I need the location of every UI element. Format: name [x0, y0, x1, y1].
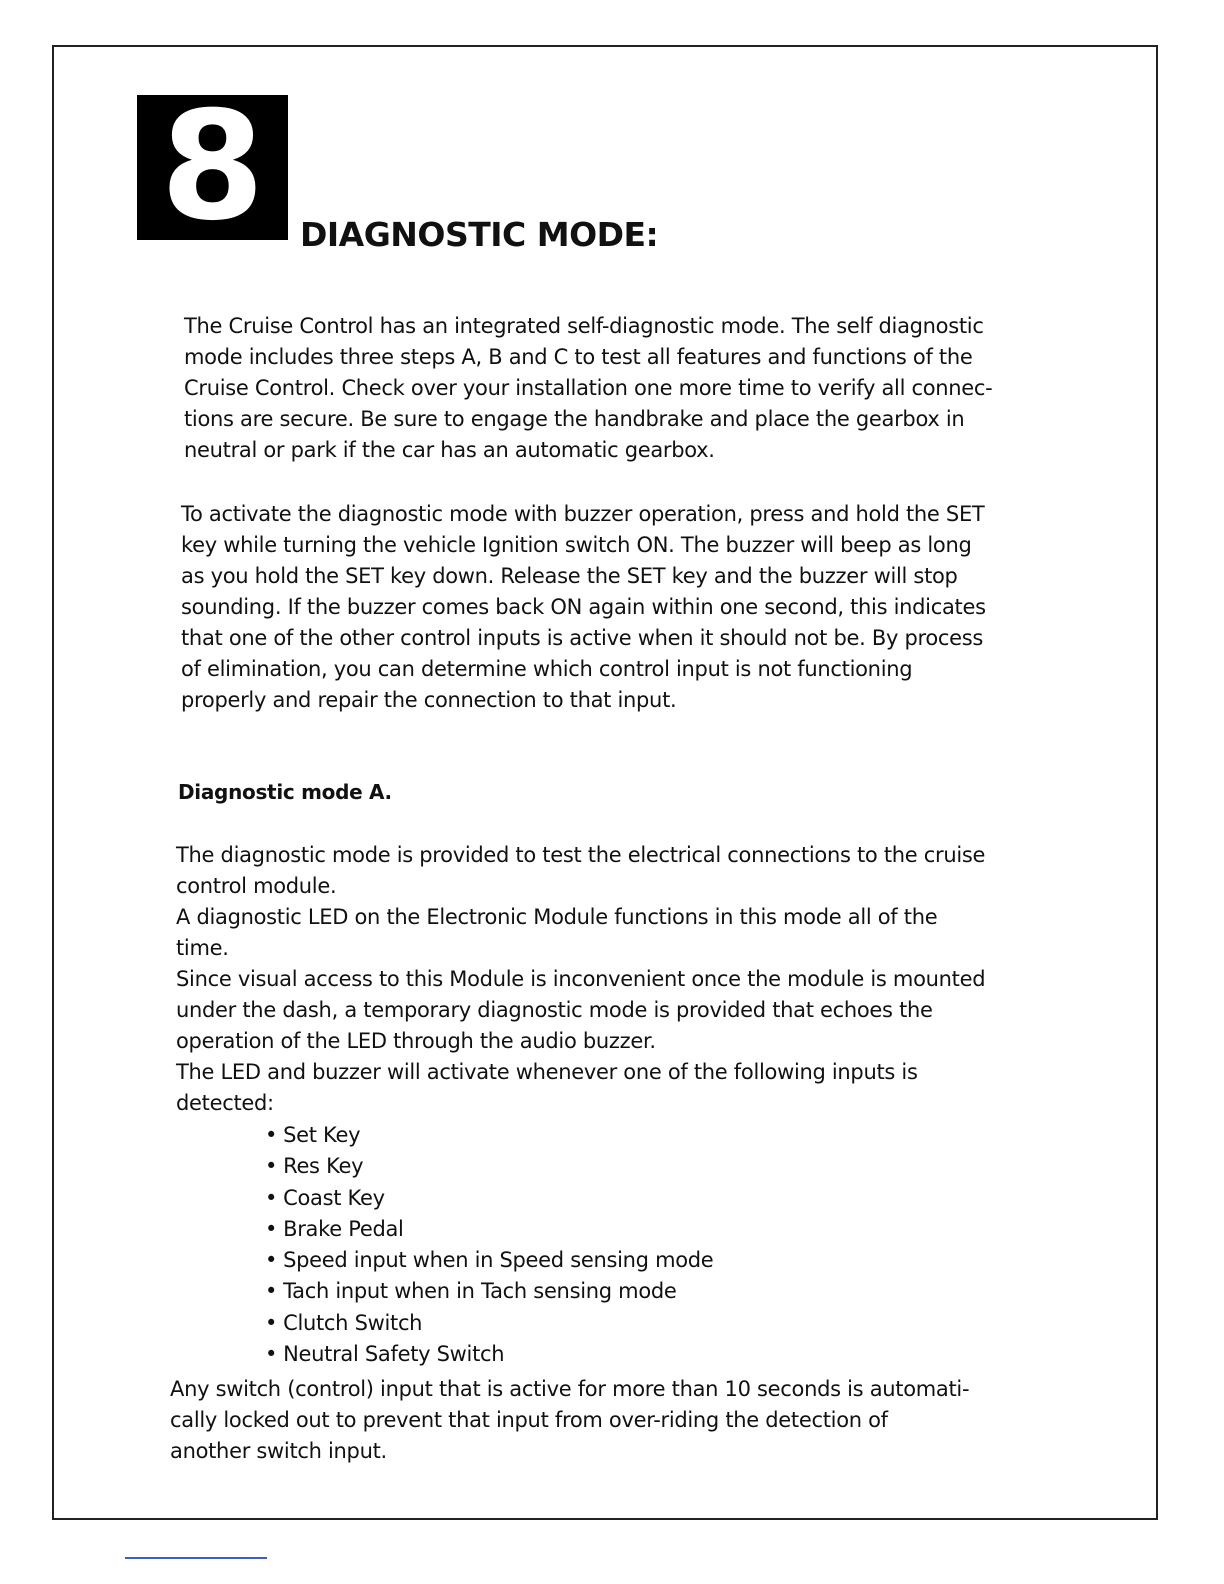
mode-a-body: The diagnostic mode is provided to test the electrical connections to the cruise control module. A diagnostic LED on the Electronic Module functions in this mode all of the time. Since visual access to this Module is inconvenient once the module is mounted under the dash, a temporary diagnostic mode is provided that echoes the operation of the LED through the audio buzzer. The LED and buzzer will activate whenever one of the following inputs is detected:	[176, 843, 986, 1115]
intro-paragraph-1: The Cruise Control has an integrated self-diagnostic mode. The self diagnostic mode includes three steps A, B and C to test all features and functions of the Cruise Control. Check over your installation one more time to verify all connec- tions are secure. Be sure to engage the handbrake and place the gearbox in neutral or park if the car has an automatic gearbox.	[184, 314, 993, 462]
list-item: • Brake Pedal	[265, 1214, 713, 1245]
section-heading-mode-a: Diagnostic mode A.	[178, 780, 392, 804]
mode-a-closing: Any switch (control) input that is active for more than 10 seconds is automati- cally locked out to prevent that input from over-riding the detection of another switch input.	[170, 1377, 970, 1463]
list-item: • Clutch Switch	[265, 1308, 713, 1339]
list-item: • Res Key	[265, 1151, 713, 1182]
list-item: • Neutral Safety Switch	[265, 1339, 713, 1370]
list-item: • Speed input when in Speed sensing mode	[265, 1245, 713, 1276]
detected-inputs-list	[265, 1120, 713, 1370]
intro-paragraph-2: To activate the diagnostic mode with buzzer operation, press and hold the SET key while turning the vehicle Ignition switch ON. The buzzer will beep as long as you hold the SET key down. Release the SET key and the buzzer will stop sounding. If the buzzer comes back ON again within one second, this indicates that one of the other control inputs is active when it should not be. By process of elimination, you can determine which control input is not functioning properly and repair the connection to that input.	[181, 502, 986, 712]
list-item: • Set Key	[265, 1120, 713, 1151]
list-item: • Tach input when in Tach sensing mode	[265, 1276, 713, 1307]
chapter-number-badge	[137, 95, 288, 240]
chapter-title: DIAGNOSTIC MODE:	[300, 215, 659, 254]
list-item: • Coast Key	[265, 1183, 713, 1214]
chapter-number: 8	[160, 95, 265, 240]
footer-rule	[125, 1557, 267, 1559]
